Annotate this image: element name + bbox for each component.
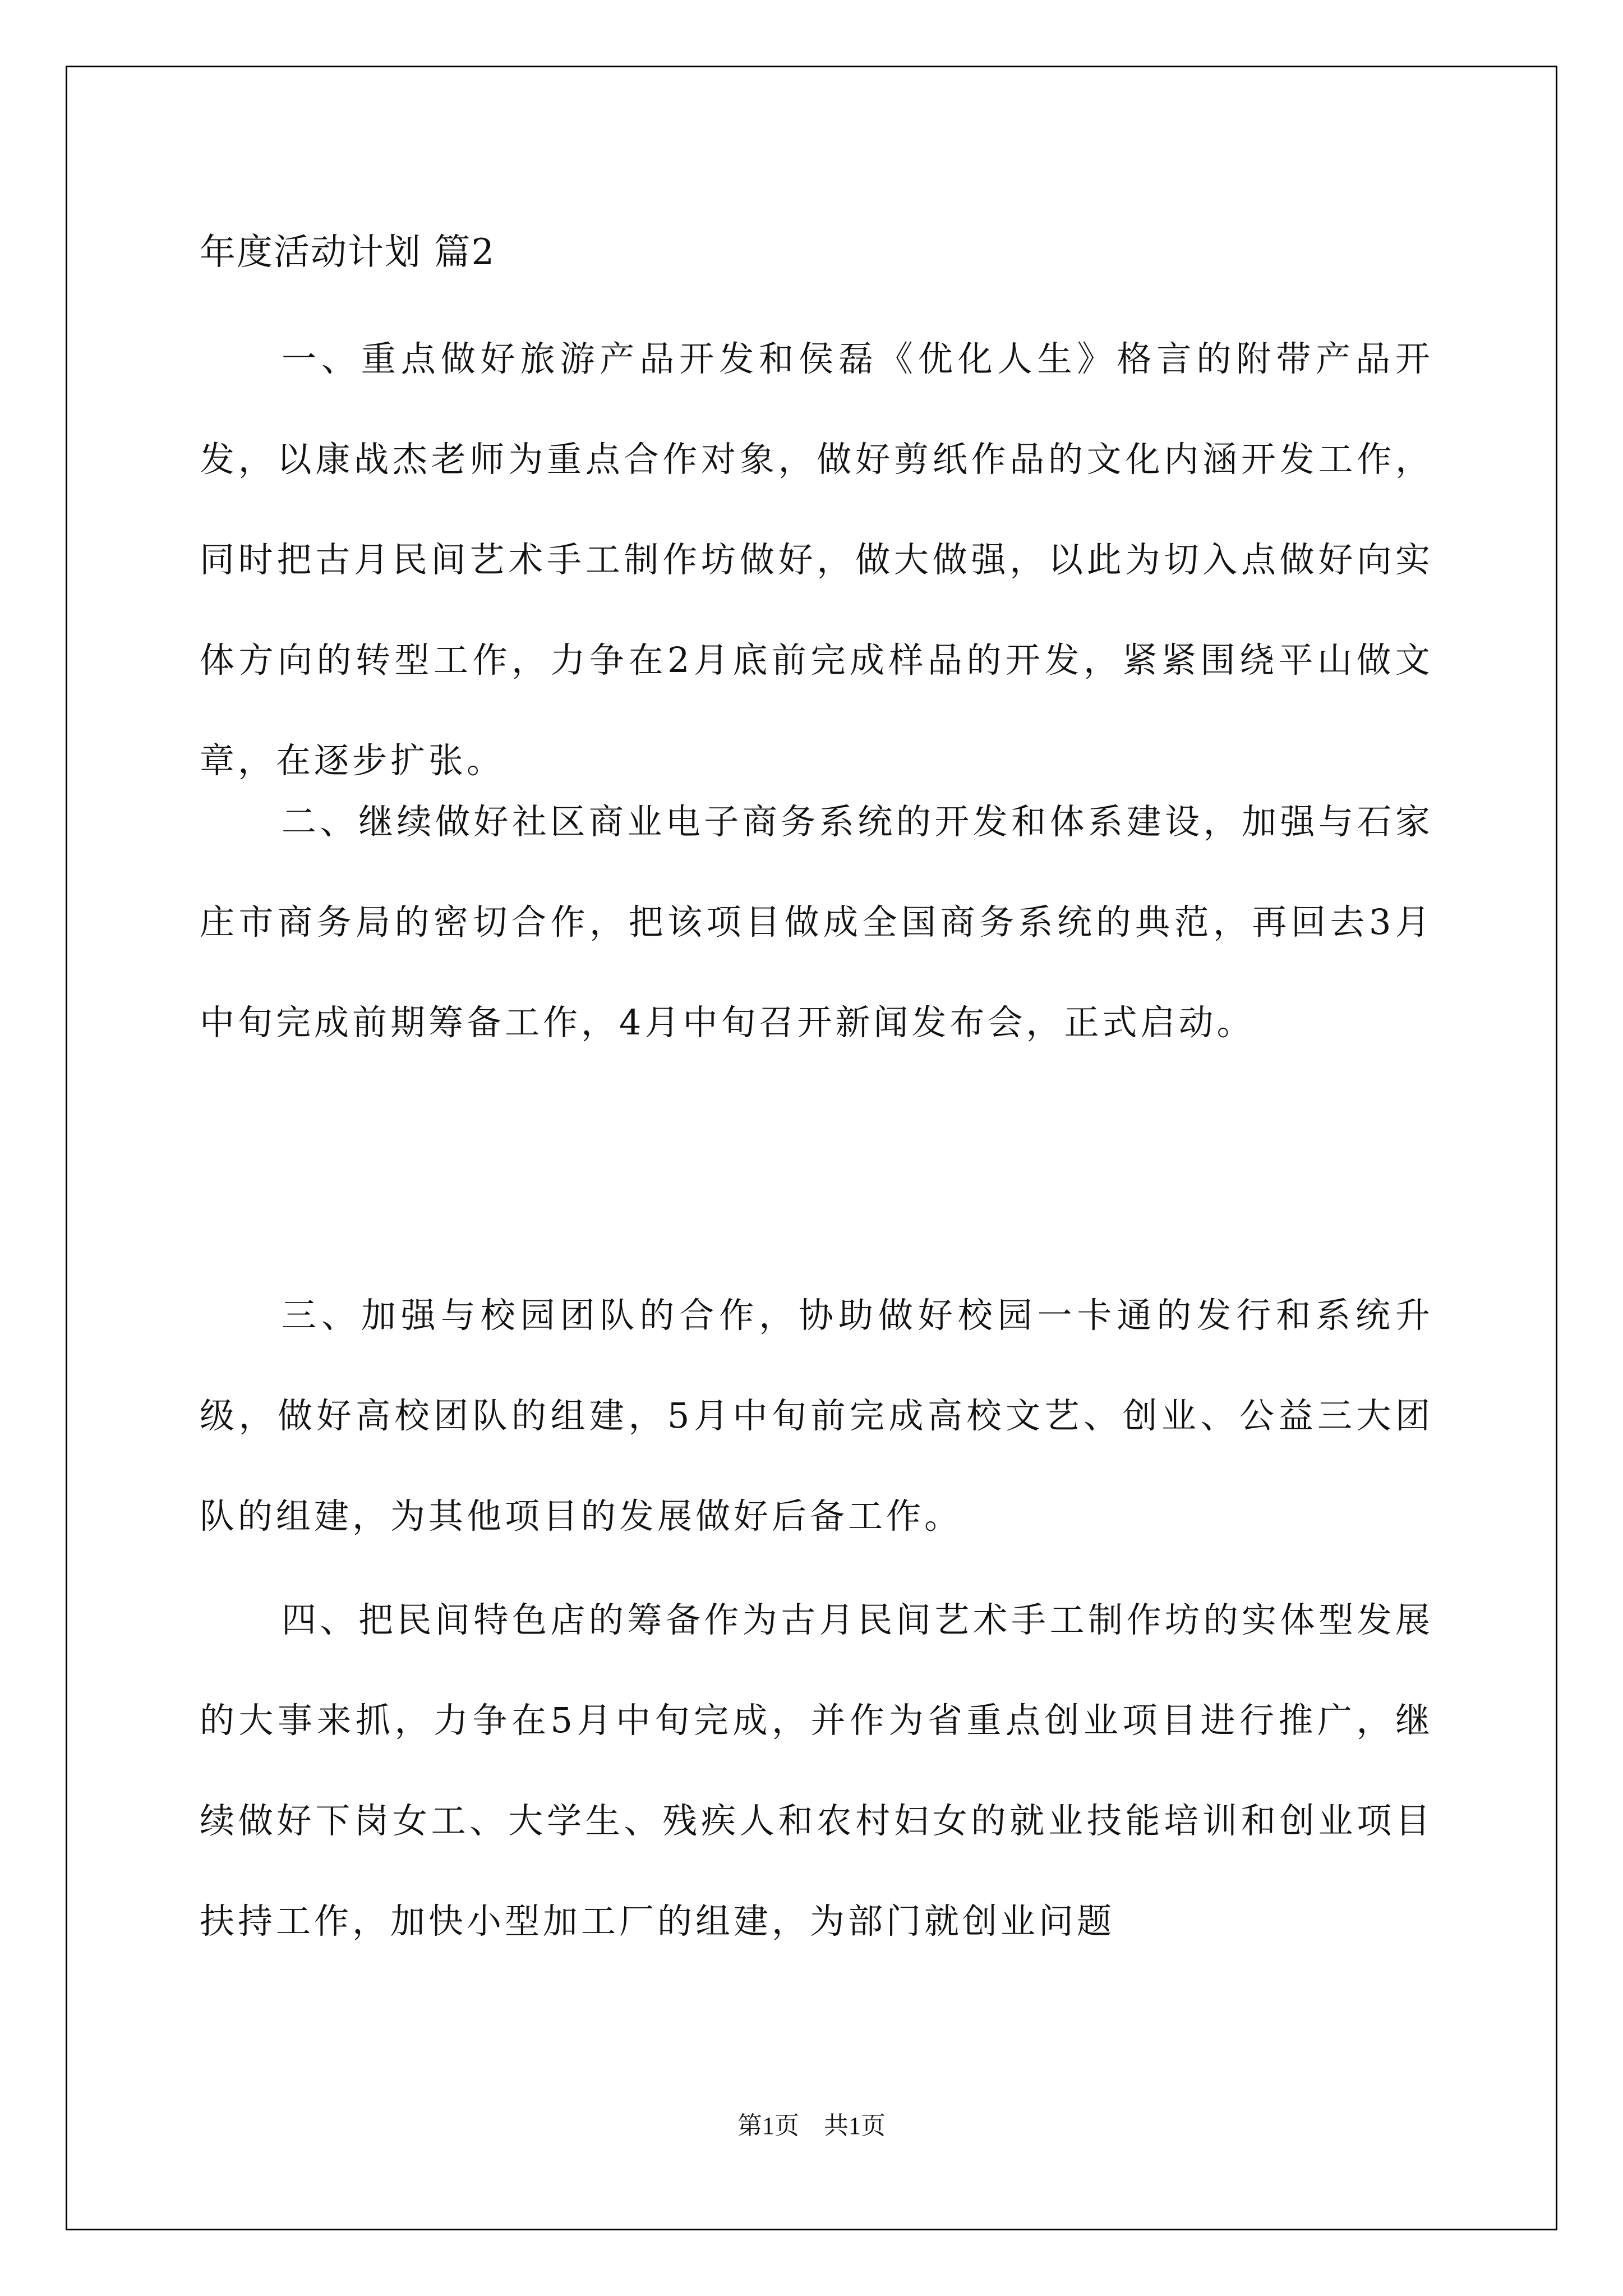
paragraph-4: 四、把民间特色店的筹备作为古月民间艺术手工制作坊的实体型发展的大事来抓，力争在5月中旬完成，并作为省重点创业项目进行推广，继续做好下岗女工、大学生、残疾人和农村妇女的就业技能培训和创业项目扶持工作，加快小型加工厂的组建，为部门就创业问题 [200,1599,1433,1941]
paragraph-2: 二、继续做好社区商业电子商务系统的开发和体系建设，加强与石家庄市商务局的密切合作，把该项目做成全国商务系统的典范，再回去3月中旬完成前期筹备工作，4月中旬召开新闻发布会，正式启动。 [200,801,1433,1043]
document-title: 年度活动计划 篇2 [200,232,496,273]
paragraph-3: 三、加强与校园团队的合作，协助做好校园一卡通的发行和系统升级，做好高校团队的组建，5月中旬前完成高校文艺、创业、公益三大团队的组建，为其他项目的发展做好后备工作。 [200,1295,1433,1536]
paragraph-1: 一、重点做好旅游产品开发和侯磊《优化人生》格言的附带产品开发，以康战杰老师为重点合作对象，做好剪纸作品的文化内涵开发工作，同时把古月民间艺术手工制作坊做好，做大做强，以此为切入点做好向实体方向的转型工作，力争在2月底前完成样品的开发，紧紧围绕平山做文章，在逐步扩张。 [200,338,1433,781]
page-number-footer: 第1页 共1页 [737,2112,886,2139]
